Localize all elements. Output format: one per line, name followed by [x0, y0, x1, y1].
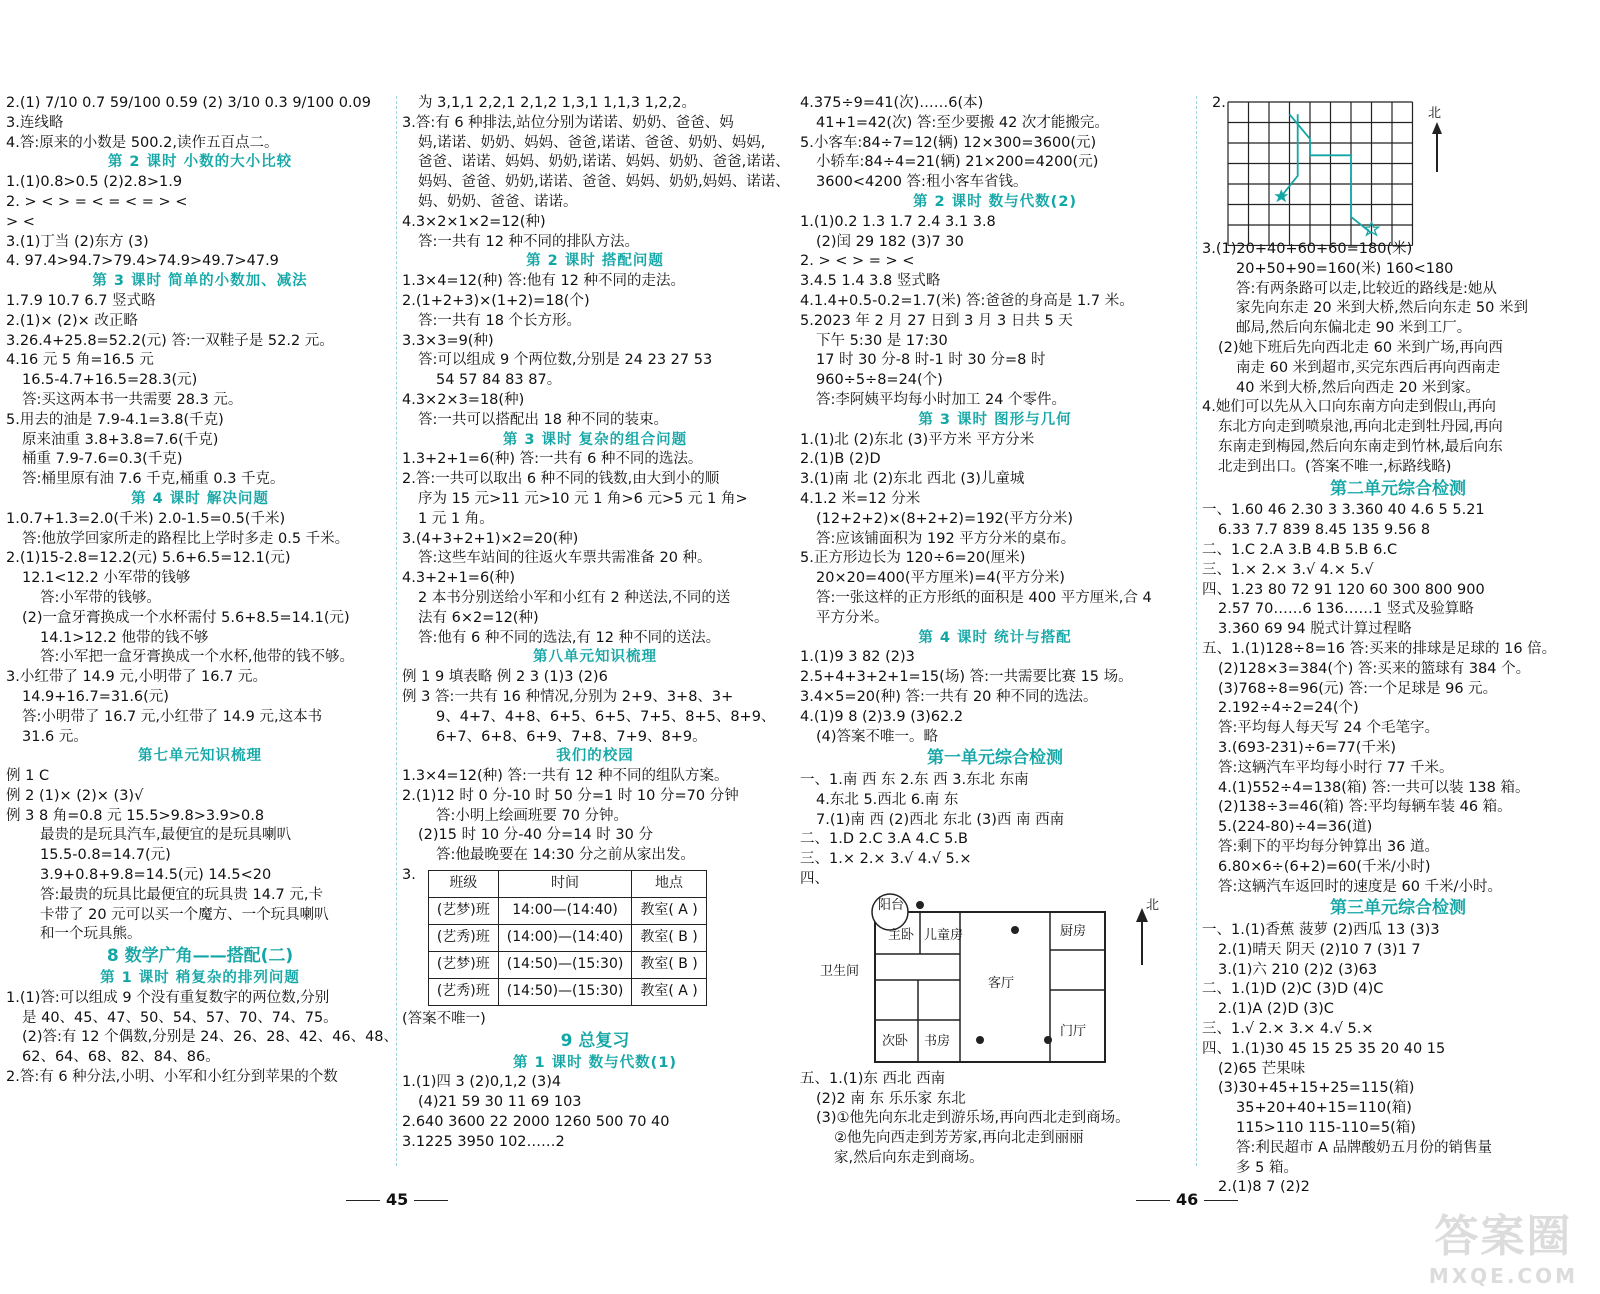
- schedule-cell: 教室( A ): [632, 898, 706, 925]
- answer-line: 3.(1)20+40+60+60=180(米): [1202, 241, 1413, 257]
- grid-map-label: 2.: [1212, 95, 1226, 111]
- answer-line: 2.57 70……6 136……1 竖式及验算略: [1218, 601, 1474, 618]
- answer-line: 3.(693-231)÷6=77(千米): [1218, 739, 1397, 756]
- answer-line: (3)①他先向东北走到游乐场,再向西北走到商场。: [816, 1110, 1130, 1127]
- answer-line: 2 本书分别送给小军和小红有 2 种送法,不同的送: [418, 589, 731, 606]
- column-divider: [396, 96, 397, 1166]
- answer-line: 例 2 (1)× (2)× (3)√: [6, 787, 144, 804]
- answer-line: 是 40、45、47、50、54、57、70、74、75。: [22, 1009, 338, 1026]
- answer-line: (2)138÷3=46(箱) 答:平均每辆车装 46 箱。: [1218, 799, 1512, 816]
- right-page-column-1: [800, 94, 1190, 1169]
- answer-line: 12.1<12.2 小军带的钱够: [22, 570, 191, 587]
- answer-line: 6.33 7.7 839 8.45 135 9.56 8: [1218, 522, 1431, 539]
- column-2-review: [402, 1032, 788, 1153]
- schedule-cell: 14:00—(14:40): [498, 898, 632, 925]
- answer-line: 和一个玩具熊。: [40, 926, 142, 943]
- room-kids-room-label: 儿童房: [924, 927, 964, 943]
- answer-line: 多 5 箱。: [1236, 1159, 1298, 1176]
- answer-line: 三、1.× 2.× 3.√ 4.× 5.√: [1202, 561, 1374, 578]
- answer-line: 5.(224-80)÷4=36(道): [1218, 819, 1373, 836]
- answer-line: 法有 6×2=12(种): [418, 609, 539, 626]
- answer-line: 3.连线略: [6, 114, 64, 131]
- answer-line: 4.375÷9=41(次)……6(本): [800, 95, 984, 111]
- answer-line: (4)21 59 30 11 69 103: [418, 1094, 582, 1111]
- answer-line: 原来油重 3.8+3.8=7.6(千克): [22, 431, 219, 448]
- answer-line: 4.3×2×1×2=12(种): [402, 213, 546, 230]
- answer-line: 4.东北 5.西北 6.南 东: [816, 791, 959, 808]
- answer-line: 答:桶里原有油 7.6 千克,桶重 0.3 千克。: [22, 471, 285, 488]
- answer-line: 答:利民超市 A 品牌酸奶五月份的销售量: [1236, 1139, 1493, 1156]
- answer-line: 一、1.(1)香蕉 菠萝 (2)西瓜 13 (3)3: [1202, 922, 1440, 939]
- answer-line: 三、1.√ 2.× 3.× 4.√ 5.×: [1202, 1021, 1374, 1038]
- room-study-label: 书房: [924, 1033, 951, 1049]
- answer-line: 答:一共有 18 个长方形。: [418, 312, 582, 329]
- answer-line: 20×20=400(平方厘米)=4(平方分米): [816, 570, 1065, 587]
- schedule-cell: (14:00)—(14:40): [498, 925, 632, 952]
- answer-line: 2.(1)B (2)D: [800, 451, 881, 468]
- answer-line: 1.(1)答:可以组成 9 个没有重复数字的两位数,分别: [6, 989, 330, 1006]
- answer-line: (2)128×3=384(个) 答:买来的篮球有 384 个。: [1218, 660, 1531, 677]
- answer-line: 3.(1)六 210 (2)2 (3)63: [1218, 961, 1378, 978]
- left-page-column-1: [6, 94, 399, 1088]
- lesson-heading: 第 3 课时 图形与几何: [918, 411, 1072, 428]
- answer-line: 2.(1)晴天 阴天 (2)10 7 (3)1 7: [1218, 941, 1421, 958]
- answer-line: 3.(4+3+2+1)×2=20(种): [402, 530, 579, 547]
- answer-line: 1.0.7+1.3=2.0(千米) 2.0-1.5=0.5(千米): [6, 510, 286, 527]
- answer-line: 1.3+2+1=6(种) 答:一共有 6 种不同的选法。: [402, 451, 703, 468]
- answer-line: 4.她们可以先从入口向东南方向走到假山,再向: [1202, 399, 1496, 416]
- answer-line: 2.640 3600 22 2000 1260 500 70 40: [402, 1114, 670, 1131]
- answer-line: 2.(1)× (2)× 改正略: [6, 312, 138, 329]
- column-4-text: [1202, 240, 1594, 1198]
- answer-line: 3.答:有 6 种排法,站位分别为诺诺、奶奶、爸爸、妈: [402, 114, 734, 131]
- page-number-right: 46: [1130, 1190, 1244, 1209]
- left-page-column-2: [402, 94, 788, 1153]
- answer-line: (2)一盒牙膏换成一个水杯需付 5.6+8.5=14.1(元): [22, 609, 350, 626]
- answer-line: 2.(1+2+3)×(1+2)=18(个): [402, 292, 590, 309]
- answer-line: (3)768÷8=96(元) 答:一个足球是 96 元。: [1218, 680, 1498, 697]
- answer-line: 4.3+2+1=6(种): [402, 570, 515, 587]
- lesson-heading: 第 2 课时 小数的大小比较: [107, 154, 293, 171]
- answer-line: 7.(1)南 西 (2)西北 东北 (3)西 南 西南: [816, 811, 1065, 828]
- answer-line: 下午 5:30 是 17:30: [816, 332, 948, 349]
- answer-line: 2. > < > = < = < = > <: [6, 193, 188, 210]
- answer-line: 41+1=42(次) 答:至少要搬 42 次才能搬完。: [816, 114, 1109, 131]
- answer-line: 妈,诺诺、奶奶、妈妈、爸爸,诺诺、爸爸、奶奶、妈妈,: [418, 134, 766, 151]
- room-second-bedroom-label: 次卧: [882, 1033, 909, 1049]
- answer-line: 桶重 7.9-7.6=0.3(千克): [22, 451, 183, 468]
- schedule-cell: 教室( B ): [632, 952, 706, 979]
- answer-line: 6+7、6+8、6+9、7+8、7+9、8+9。: [436, 728, 707, 745]
- room-living-room-label: 客厅: [988, 975, 1015, 991]
- schedule-header: 时间: [498, 871, 632, 898]
- answer-line: 1 元 1 角。: [418, 510, 494, 527]
- answer-line: 例 3 8 角=0.8 元 15.5>9.8>3.9>0.8: [6, 807, 265, 824]
- answer-line: 平方分米。: [816, 609, 889, 626]
- answer-line: 3.3×3=9(种): [402, 332, 494, 349]
- answer-line: 54 57 84 83 87。: [436, 372, 562, 389]
- answer-line: 2.5+4+3+2+1=15(场) 答:一共需要比赛 15 场。: [800, 669, 1133, 686]
- answer-line: 四、: [800, 871, 829, 888]
- answer-line: 1.(1)四 3 (2)0,1,2 (3)4: [402, 1074, 562, 1091]
- answer-line: 4.3×2×3=18(种): [402, 391, 525, 408]
- answer-line: 答:有两条路可以走,比较近的路线是:她从: [1236, 280, 1497, 297]
- section-heading: 9 总复习: [560, 1030, 630, 1051]
- schedule-label: 3.: [402, 867, 416, 884]
- answer-line: 例 1 C: [6, 768, 50, 785]
- answer-line: 2.答:有 6 种分法,小明、小军和小红分到苹果的个数: [6, 1069, 338, 1086]
- answer-line: 答:买这两本书一共需要 28.3 元。: [22, 391, 243, 408]
- answer-line: 4. 97.4>94.7>79.4>74.9>49.7>47.9: [6, 253, 279, 270]
- answer-line: 2.(1)A (2)D (3)C: [1218, 1001, 1334, 1018]
- answer-line: 答:这辆汽车返回时的速度是 60 千米/小时。: [1218, 878, 1502, 895]
- answer-line: 3.4.5 1.4 3.8 竖式略: [800, 273, 941, 290]
- answer-line: 15.5-0.8=14.7(元): [40, 847, 171, 864]
- answer-line: 14.1>12.2 他带的钱不够: [40, 629, 209, 646]
- room-master-bedroom-label: 主卧: [888, 927, 915, 943]
- answer-line: 3.360 69 94 脱式计算过程略: [1218, 621, 1412, 638]
- answer-line: 14.9+16.7=31.6(元): [22, 688, 169, 705]
- answer-line: 答:这些车站间的往返火车票共需准备 20 种。: [418, 550, 712, 567]
- answer-line: 三、1.× 2.× 3.√ 4.√ 5.×: [800, 851, 972, 868]
- answer-line: 最贵的是玩具汽车,最便宜的是玩具喇叭: [40, 827, 292, 844]
- answer-line: (2)15 时 10 分-40 分=14 时 30 分: [418, 827, 653, 844]
- schedule-header: 地点: [632, 871, 706, 898]
- answer-line: 3600<4200 答:租小客车省钱。: [816, 174, 1028, 191]
- answer-line: (3)30+45+15+25=115(箱): [1218, 1080, 1415, 1097]
- answer-line: 17 时 30 分-8 时-1 时 30 分=8 时: [816, 352, 1046, 369]
- answer-line: 20+50+90=160(米) 160<180: [1236, 260, 1454, 277]
- schedule-cell: (艺梦)班: [428, 898, 498, 925]
- answer-line: 答:他最晚要在 14:30 分之前从家出发。: [436, 847, 695, 864]
- answer-line: 2.192÷4÷2=24(个): [1218, 700, 1359, 717]
- answer-line: 2.(1)15-2.8=12.2(元) 5.6+6.5=12.1(元): [6, 550, 291, 567]
- north-label: 北: [1146, 897, 1160, 913]
- answer-line: 答:应该铺面积为 192 平方分米的桌布。: [816, 530, 1076, 547]
- answer-line: 1.(1)0.8>0.5 (2)2.8>1.9: [6, 174, 183, 191]
- answer-line: > <: [6, 213, 35, 230]
- answer-line: 五、1.(1)东 西北 西南: [800, 1070, 946, 1087]
- answer-line: 答:剩下的平均每分钟算出 36 道。: [1218, 838, 1440, 855]
- answer-line: 例 3 答:一共有 16 种情况,分别为 2+9、3+8、3+: [402, 688, 734, 705]
- room-balcony-label: 阳台: [878, 897, 905, 913]
- answer-line: 5.正方形边长为 120÷6=20(厘米): [800, 550, 1026, 567]
- answer-line: 31.6 元。: [22, 728, 88, 745]
- answer-line: 答:一共可以搭配出 18 种不同的装束。: [418, 411, 669, 428]
- answer-line: 1.(1)9 3 82 (2)3: [800, 649, 915, 666]
- column-3-text: [800, 94, 1190, 890]
- schedule-header: 班级: [428, 871, 498, 898]
- answer-line: 四、1.(1)30 45 15 25 35 20 40 15: [1202, 1040, 1446, 1057]
- section-heading: 第二单元综合检测: [1330, 478, 1466, 499]
- schedule-cell: (艺梦)班: [428, 952, 498, 979]
- lesson-heading: 第 1 课时 数与代数(1): [512, 1054, 678, 1071]
- answer-line: 1.3×4=12(种) 答:他有 12 种不同的走法。: [402, 273, 686, 290]
- answer-line: 2.(1)12 时 0 分-10 时 50 分=1 时 10 分=70 分钟: [402, 787, 739, 804]
- lesson-heading: 第七单元知识梳理: [138, 748, 262, 765]
- answer-line: 答:李阿姨平均每小时加工 24 个零件。: [816, 391, 1067, 408]
- answer-line: 5.2023 年 2 月 27 日到 3 月 3 日共 5 天: [800, 312, 1073, 329]
- section-heading: 8 数学广角——搭配(二): [106, 946, 294, 967]
- schedule-row: [428, 898, 706, 925]
- answer-line: 960÷5÷8=24(个): [816, 372, 943, 389]
- answer-line: 3.小红带了 14.9 元,小明带了 16.7 元。: [6, 669, 267, 686]
- lesson-heading: 第 4 课时 统计与搭配: [918, 629, 1072, 646]
- answer-line: 答:小明上绘画班要 70 分钟。: [436, 807, 629, 824]
- schedule-row: [428, 925, 706, 952]
- answer-line: 9、4+7、4+8、6+5、6+5、7+5、8+5、8+9、: [436, 708, 776, 725]
- answer-line: 3.26.4+25.8=52.2(元) 答:一双鞋子是 52.2 元。: [6, 332, 334, 349]
- answer-line: 小轿车:84÷4=21(辆) 21×200=4200(元): [816, 154, 1099, 171]
- answer-line: (2)65 芒果味: [1218, 1060, 1306, 1077]
- answer-line: 南走 60 米到超市,买完东西后再向西南走: [1236, 359, 1501, 376]
- section-heading: 第一单元综合检测: [927, 748, 1063, 769]
- page-number-left: 45: [340, 1190, 454, 1209]
- answer-line: 3.9+0.8+9.8=14.5(元) 14.5<20: [40, 867, 272, 884]
- answer-line: 5.小客车:84÷7=12(辆) 12×300=3600(元): [800, 134, 1097, 151]
- answer-line: 北走到出口。(答案不唯一,标路线略): [1218, 458, 1452, 475]
- schedule-question: [402, 866, 788, 1010]
- answer-line: 2.(1) 7/10 0.7 59/100 0.59 (2) 3/10 0.3 9/100 0.09: [6, 95, 372, 111]
- answer-line: 62、64、68、82、84、86。: [22, 1049, 220, 1066]
- answer-line: 例 1 9 填表略 例 2 3 (1)3 (2)6: [402, 669, 608, 686]
- schedule-cell: (艺秀)班: [428, 925, 498, 952]
- answer-line: 2. > < > = > <: [800, 253, 915, 270]
- answer-line: 3.1225 3950 102……2: [402, 1133, 565, 1150]
- answer-line: 2.答:一共可以取出 6 种不同的钱数,由大到小的顺: [402, 471, 720, 488]
- answer-line: 答:小明带了 16.7 元,小红带了 14.9 元,这本书: [22, 708, 323, 725]
- lesson-heading: 第 3 课时 简单的小数加、减法: [92, 273, 308, 290]
- schedule-cell: 教室( A ): [632, 979, 706, 1006]
- answer-line: 五、1.(1)128÷8=16 答:买来的排球是足球的 16 倍。: [1202, 640, 1557, 657]
- answer-line: 妈妈、爸爸、奶奶,诺诺、爸爸、妈妈、奶奶,妈妈、诺诺、: [418, 174, 790, 191]
- lesson-heading: 我们的校园: [556, 748, 634, 765]
- answer-line: 2.(1)8 7 (2)2: [1218, 1179, 1310, 1196]
- answer-line: 妈、奶奶、爸爸、诺诺。: [418, 193, 578, 210]
- answer-line: 1.(1)北 (2)东北 (3)平方米 平方分米: [800, 431, 1035, 448]
- column-2-text: [402, 94, 788, 866]
- answer-line: 邮局,然后向东偏北走 90 米到工厂。: [1236, 320, 1472, 337]
- answer-line: 1.3×4=12(种) 答:一共有 12 种不同的组队方案。: [402, 768, 729, 785]
- answer-line: 答:他有 6 种不同的选法,有 12 种不同的送法。: [418, 629, 721, 646]
- grid-map: [1202, 94, 1594, 240]
- answer-line: 35+20+40+15=110(箱): [1236, 1100, 1412, 1117]
- answer-line: (2)2 南 东 乐乐家 东北: [816, 1090, 966, 1107]
- answer-line: 东北方向走到喷泉池,再向北走到牡丹园,再向: [1218, 419, 1503, 436]
- answer-line: 答:最贵的玩具比最便宜的玩具贵 14.7 元,卡: [40, 886, 323, 903]
- answer-line: 4.1.2 米=12 分米: [800, 490, 921, 507]
- answer-line: 5.用去的油是 7.9-4.1=3.8(千克): [6, 411, 224, 428]
- room-foyer-label: 门厅: [1060, 1023, 1087, 1039]
- room-kitchen-label: 厨房: [1060, 923, 1087, 939]
- lesson-heading: 第 2 课时 搭配问题: [526, 253, 664, 270]
- lesson-heading: 第 2 课时 数与代数(2): [912, 193, 1078, 210]
- schedule-row: [428, 952, 706, 979]
- floor-plan: [820, 890, 1190, 1070]
- answer-line: 二、1.D 2.C 3.A 4.C 5.B: [800, 831, 968, 848]
- answer-line: (4)答案不唯一。略: [816, 728, 939, 745]
- lesson-heading: 第 3 课时 复杂的组合问题: [502, 431, 688, 448]
- schedule-row: [428, 979, 706, 1006]
- section-heading: 第三单元综合检测: [1330, 898, 1466, 919]
- answer-line: 答:一张这样的正方形纸的面积是 400 平方厘米,合 4: [816, 589, 1152, 606]
- answer-line: 答:他放学回家所走的路程比上学时多走 0.5 千米。: [22, 530, 350, 547]
- answer-line: 一、1.60 46 2.30 3 3.360 40 4.6 5 5.21: [1202, 502, 1485, 519]
- answer-line: 二、1.C 2.A 3.B 4.B 5.B 6.C: [1202, 541, 1398, 558]
- answer-line: 3.(1)南 北 (2)东北 西北 (3)儿童城: [800, 471, 1025, 488]
- answer-line: (2)她下班后先向西北走 60 米到广场,再向西: [1218, 339, 1503, 356]
- answer-line: 4.1.4+0.5-0.2=1.7(米) 答:爸爸的身高是 1.7 米。: [800, 292, 1134, 309]
- answer-line: 答:一共有 12 种不同的排队方法。: [418, 233, 640, 250]
- answer-line: 4.(1)552÷4=138(箱) 答:一共可以装 138 箱。: [1218, 779, 1530, 796]
- answer-line: 4.(1)9 8 (2)3.9 (3)62.2: [800, 708, 964, 725]
- answer-line: 答:小军把一盒牙膏换成一个水杯,他带的钱不够。: [40, 649, 354, 666]
- answer-line: 4.答:原来的小数是 500.2,读作五百点二。: [6, 134, 279, 151]
- lesson-heading: 第八单元知识梳理: [533, 649, 657, 666]
- answer-line: 1.(1)0.2 1.3 1.7 2.4 3.1 3.8: [800, 213, 996, 230]
- answer-line: 序为 15 元>11 元>10 元 1 角>6 元>5 元 1 角>: [418, 490, 748, 507]
- column-divider: [1196, 96, 1197, 1166]
- watermark-logo: 答案圈 MXQE.COM: [1428, 1211, 1578, 1288]
- answer-line: 115>110 115-110=5(箱): [1236, 1120, 1416, 1137]
- schedule-cell: (14:50)—(15:30): [498, 952, 632, 979]
- answer-line: 4.16 元 5 角=16.5 元: [6, 352, 154, 369]
- answer-line: 16.5-4.7+16.5=28.3(元): [22, 372, 198, 389]
- answer-line: ②他先向西走到芳芳家,再向北走到丽丽: [834, 1130, 1084, 1147]
- answer-line: 答:这辆汽车平均每小时行 77 千米。: [1218, 759, 1454, 776]
- north-arrow-icon: [1430, 122, 1444, 172]
- answer-line: 40 米到大桥,然后向西走 20 米到家。: [1236, 379, 1480, 396]
- answer-line: 1.7.9 10.7 6.7 竖式略: [6, 292, 156, 309]
- answer-line: 3.4×5=20(种) 答:一共有 20 种不同的选法。: [800, 688, 1098, 705]
- answer-line: 二、1.(1)D (2)C (3)D (4)C: [1202, 981, 1384, 998]
- schedule-cell: (艺秀)班: [428, 979, 498, 1006]
- schedule-table: [428, 870, 707, 1006]
- answer-line: 6.80×6÷(6+2)=60(千米/小时): [1218, 858, 1431, 875]
- column-3-text-end: [800, 1070, 1190, 1169]
- answer-line: (2)闰 29 182 (3)7 30: [816, 233, 964, 250]
- schedule-note: (答案不唯一): [402, 1011, 486, 1028]
- lesson-heading: 第 4 课时 解决问题: [131, 490, 269, 507]
- grid-north-label: 北: [1428, 106, 1442, 121]
- answer-line: 家先向东走 20 米到大桥,然后向东走 50 米到: [1236, 300, 1528, 317]
- answer-line: 为 3,1,1 2,2,1 2,1,2 1,3,1 1,1,3 1,2,2。: [418, 95, 697, 111]
- schedule-cell: 教室( B ): [632, 925, 706, 952]
- lesson-heading: 第 1 课时 稍复杂的排列问题: [100, 970, 300, 987]
- answer-line: 答:小军带的钱够。: [40, 589, 161, 606]
- right-page-column-2: [1202, 94, 1594, 1198]
- answer-line: 东南走到梅园,然后向东南走到竹林,最后向东: [1218, 438, 1503, 455]
- answer-line: 四、1.23 80 72 91 120 60 300 800 900: [1202, 581, 1485, 598]
- answer-line: 卡带了 20 元可以买一个魔方、一个玩具喇叭: [40, 906, 329, 923]
- answer-line: (2)答:有 12 个偶数,分别是 24、26、28、42、46、48、: [22, 1029, 399, 1046]
- answer-line: 答:平均每人每天写 24 个毛笔字。: [1218, 720, 1440, 737]
- answer-line: 3.(1)丁当 (2)东方 (3): [6, 233, 149, 250]
- room-bathroom-label: 卫生间: [820, 963, 860, 979]
- answer-line: 一、1.南 西 东 2.东 西 3.东北 东南: [800, 772, 1029, 789]
- answer-line: 爸爸、诺诺、妈妈、奶奶,诺诺、妈妈、奶奶、爸爸,诺诺、: [418, 154, 790, 171]
- answer-line: 答:可以组成 9 个两位数,分别是 24 23 27 53: [418, 352, 713, 369]
- answer-line: 家,然后向东走到商场。: [834, 1150, 984, 1167]
- schedule-cell: (14:50)—(15:30): [498, 979, 632, 1006]
- answer-line: (12+2+2)×(8+2+2)=192(平方分米): [816, 510, 1074, 527]
